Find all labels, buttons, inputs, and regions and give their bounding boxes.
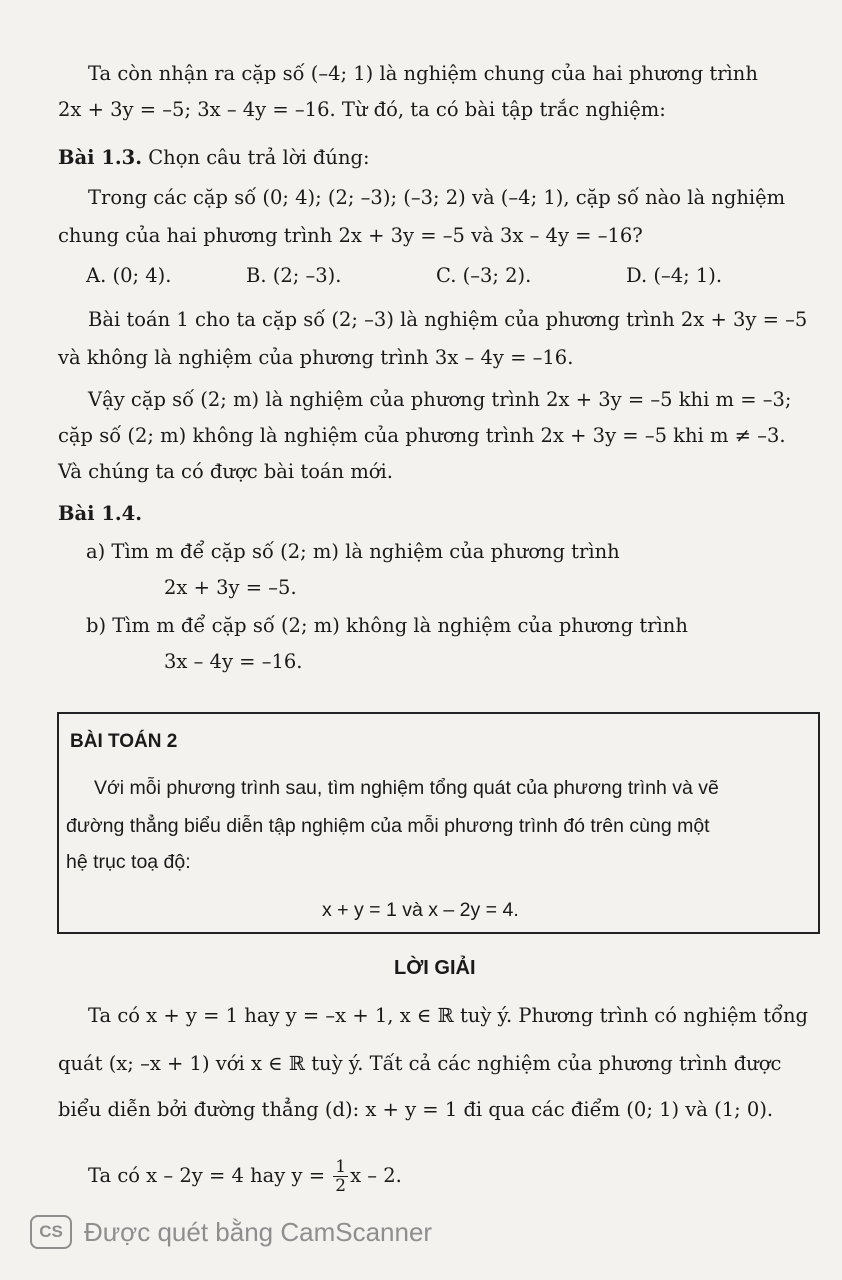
exercise-1-3-question-line-2: chung của hai phương trình 2x + 3y = –5 và 3x – 4y = –16? [58, 224, 643, 247]
problem-2-line-3: hệ trục toạ độ: [66, 851, 191, 873]
fraction-numerator: 1 [335, 1157, 347, 1177]
option-d: D. (–4; 1). [626, 264, 723, 287]
exercise-1-4-part-b: b) Tìm m để cặp số (2; m) không là nghiệm của phương trình [86, 614, 688, 637]
fraction-denominator: 2 [335, 1176, 347, 1196]
solution-line-4 [88, 1154, 402, 1198]
exercise-1-3-title: Bài 1.3. [58, 146, 143, 169]
exercise-1-4-part-a-equation: 2x + 3y = –5. [164, 576, 297, 599]
fraction-one-half [333, 1158, 348, 1195]
problem-2-line-1: Với mỗi phương trình sau, tìm nghiệm tổng quát của phương trình và vẽ [94, 777, 719, 799]
exercise-1-3-question-line-1: Trong các cặp số (0; 4); (2; –3); (–3; 2) và (–4; 1), cặp số nào là nghiệm [88, 186, 786, 209]
exercise-1-4-title: Bài 1.4. [58, 502, 143, 525]
analysis-p2-line-2: cặp số (2; m) không là nghiệm của phương trình 2x + 3y = –5 khi m ≠ –3. [58, 424, 786, 447]
option-b: B. (2; –3). [246, 264, 342, 287]
problem-2-equations: x + y = 1 và x – 2y = 4. [322, 899, 519, 921]
exercise-1-3-instruction: Chọn câu trả lời đúng: [142, 146, 370, 169]
solution-line-1: Ta có x + y = 1 hay y = –x + 1, x ∈ ℝ tuỳ ý. Phương trình có nghiệm tổng [88, 1004, 809, 1027]
solution-heading: LỜI GIẢI [394, 957, 476, 979]
problem-2-heading: BÀI TOÁN 2 [70, 731, 178, 752]
analysis-p2-line-3: Và chúng ta có được bài toán mới. [58, 460, 393, 483]
solution-line-3: biểu diễn bởi đường thẳng (d): x + y = 1 đi qua các điểm (0; 1) và (1; 0). [58, 1098, 774, 1121]
exercise-1-4-part-a: a) Tìm m để cặp số (2; m) là nghiệm của phương trình [86, 540, 620, 563]
analysis-p1-line-2: và không là nghiệm của phương trình 3x – 4y = –16. [58, 346, 574, 369]
intro-line-1: Ta còn nhận ra cặp số (–4; 1) là nghiệm chung của hai phương trình [88, 62, 758, 85]
solution-line-4-prefix: Ta có x – 2y = 4 hay y = [88, 1164, 332, 1187]
option-a: A. (0; 4). [86, 264, 172, 287]
solution-line-4-suffix: x – 2. [350, 1164, 402, 1187]
exercise-1-4-part-b-equation: 3x – 4y = –16. [164, 650, 303, 673]
option-c: C. (–3; 2). [436, 264, 532, 287]
camscanner-logo-icon: CS [30, 1215, 72, 1249]
intro-line-2: 2x + 3y = –5; 3x – 4y = –16. Từ đó, ta có bài tập trắc nghiệm: [58, 98, 666, 121]
solution-line-2: quát (x; –x + 1) với x ∈ ℝ tuỳ ý. Tất cả các nghiệm của phương trình được [58, 1052, 782, 1075]
camscanner-text: Được quét bằng CamScanner [84, 1216, 433, 1247]
exercise-1-3-heading [58, 146, 370, 170]
analysis-p1-line-1: Bài toán 1 cho ta cặp số (2; –3) là nghiệm của phương trình 2x + 3y = –5 [88, 308, 808, 331]
camscanner-watermark [30, 1212, 432, 1252]
problem-2-line-2: đường thẳng biểu diễn tập nghiệm của mỗi phương trình đó trên cùng một [66, 815, 710, 837]
analysis-p2-line-1: Vậy cặp số (2; m) là nghiệm của phương trình 2x + 3y = –5 khi m = –3; [88, 388, 792, 411]
